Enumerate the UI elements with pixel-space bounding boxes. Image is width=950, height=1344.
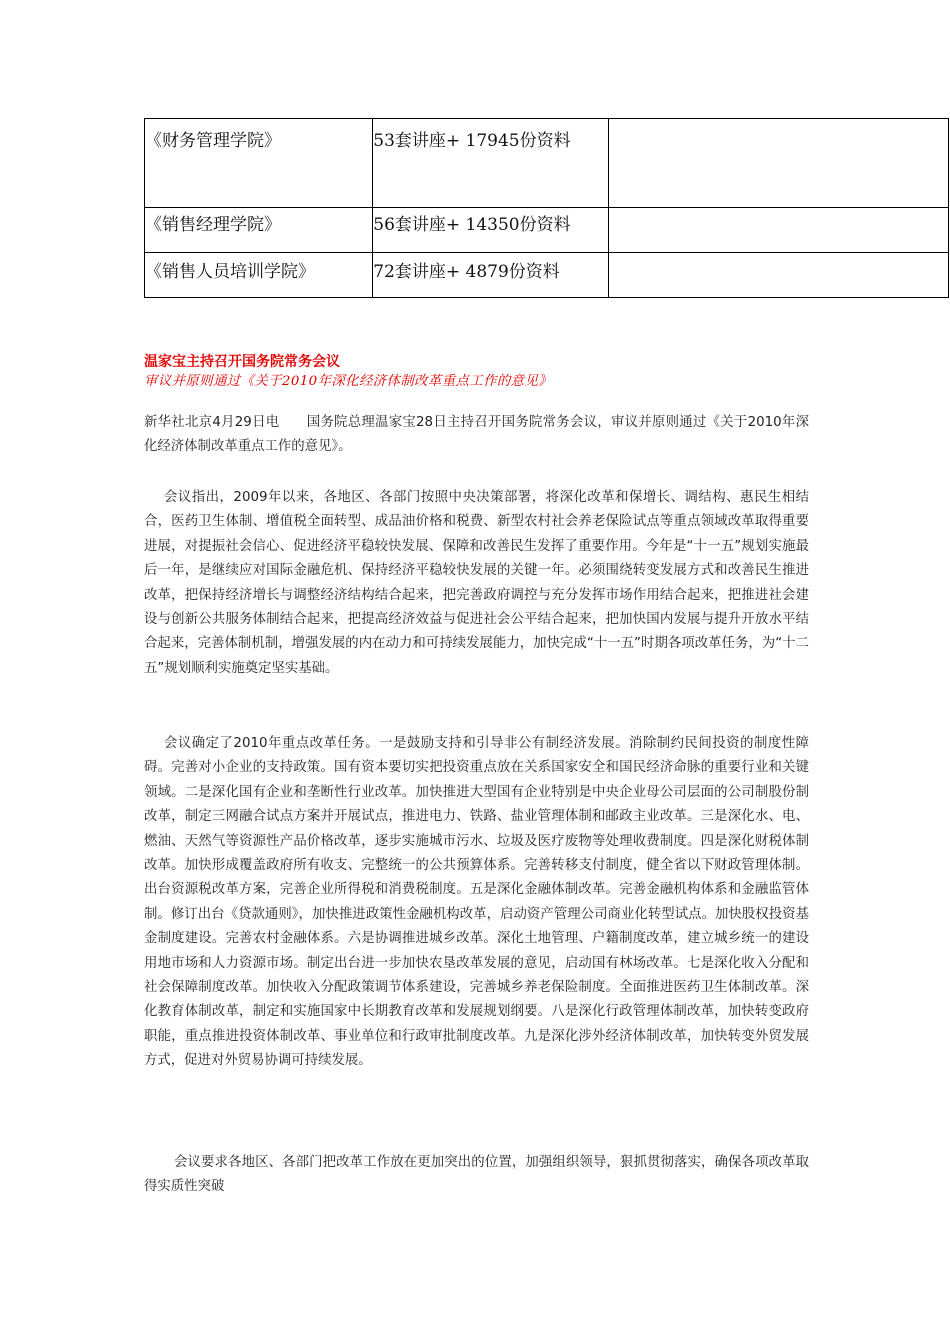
article-paragraph: 会议要求各地区、各部门把改革工作放在更加突出的位置，加强组织领导，狠抓贯彻落实，确保各项改革取得实质性突破 bbox=[144, 1155, 809, 1195]
article-headline: 温家宝主持召开国务院常务会议 bbox=[144, 354, 340, 370]
article-paragraph-dateline: 新华社北京4月29日电 国务院总理温家宝28日主持召开国务院常务会议，审议并原则通过《关于2010年深化经济体制改革重点工作的意见》。 bbox=[144, 415, 809, 455]
table-cell-content: 56套讲座+ 14350份资料 bbox=[373, 208, 608, 253]
course-catalog-table bbox=[144, 118, 949, 298]
table-row bbox=[145, 208, 949, 253]
table-row bbox=[145, 119, 949, 208]
article-subheadline: 审议并原则通过《关于2010年深化经济体制改革重点工作的意见》 bbox=[144, 374, 553, 389]
table-row bbox=[145, 253, 949, 298]
table-cell-content: 53套讲座+ 17945份资料 bbox=[373, 119, 608, 208]
article-paragraph: 会议确定了2010年重点改革任务。一是鼓励支持和引导非公有制经济发展。消除制约民间投资的制度性障碍。完善对小企业的支持政策。国有资本要切实把投资重点放在关系国家安全和国民经济命脉的重要行业和关键领域。二是深化国有企业和垄断性行业改革。加快推进大型国有企业特别是中央企业母公司层面的公司制股份制改革，制定三网融合试点方案并开展试点，推进电力、铁路、盐业管理体制和邮政主业改革。三是深化水、电、燃油、天然气等资源性产品价格改革，逐步实施城市污水、垃圾及医疗废物等处理收费制度。四是深化财税体制改革。加快形成覆盖政府所有收支、完整统一的公共预算体系。完善转移支付制度，健全省以下财政管理体制。出台资源税改革方案，完善企业所得税和消费税制度。五是深化金融体制改革。完善金融机构体系和金融监管体制。修订出台《贷款通则》，加快推进政策性金融机构改革，启动资产管理公司商业化转型试点。加快股权投资基金制度建设。完善农村金融体系。六是协调推进城乡改革。深化土地管理、户籍制度改革，建立城乡统一的建设用地市场和人力资源市场。制定出台进一步加快农垦改革发展的意见，启动国有林场改革。七是深化收入分配和社会保障制度改革。加快收入分配政策调节体系建设，完善城乡养老保险制度。全面推进医药卫生体制改革。深化教育体制改革，制定和实施国家中长期教育改革和发展规划纲要。八是深化行政管理体制改革，加快转变政府职能，重点推进投资体制改革、事业单位和行政审批制度改革。九是深化涉外经济体制改革，加快转变外贸发展方式，促进对外贸易协调可持续发展。 bbox=[144, 736, 809, 1069]
table-cell-content: 72套讲座+ 4879份资料 bbox=[373, 253, 608, 298]
table-cell-empty bbox=[608, 119, 948, 208]
article-paragraph: 会议指出，2009年以来，各地区、各部门按照中央决策部署，将深化改革和保增长、调结构、惠民生相结合，医药卫生体制、增值税全面转型、成品油价格和税费、新型农村社会养老保险试点等重点领域改革取得重要进展，对提振社会信心、促进经济平稳较快发展、保障和改善民生发挥了重要作用。今年是“十一五”规划实施最后一年，是继续应对国际金融危机、保持经济平稳较快发展的关键一年。必须围绕转变发展方式和改善民生推进改革，把保持经济增长与调整经济结构结合起来，把完善政府调控与充分发挥市场作用结合起来，把推进社会建设与创新公共服务体制结合起来，把提高经济效益与促进社会公平结合起来，把加快国内发展与提升开放水平结合起来，完善体制机制，增强发展的内在动力和可持续发展能力，加快完成“十一五”时期各项改革任务，为“十二五”规划顺利实施奠定坚实基础。 bbox=[144, 490, 809, 676]
table-cell-name: 《财务管理学院》 bbox=[145, 119, 373, 208]
table-cell-name: 《销售经理学院》 bbox=[145, 208, 373, 253]
table-cell-empty bbox=[608, 253, 948, 298]
table-cell-empty bbox=[608, 208, 948, 253]
table-cell-name: 《销售人员培训学院》 bbox=[145, 253, 373, 298]
